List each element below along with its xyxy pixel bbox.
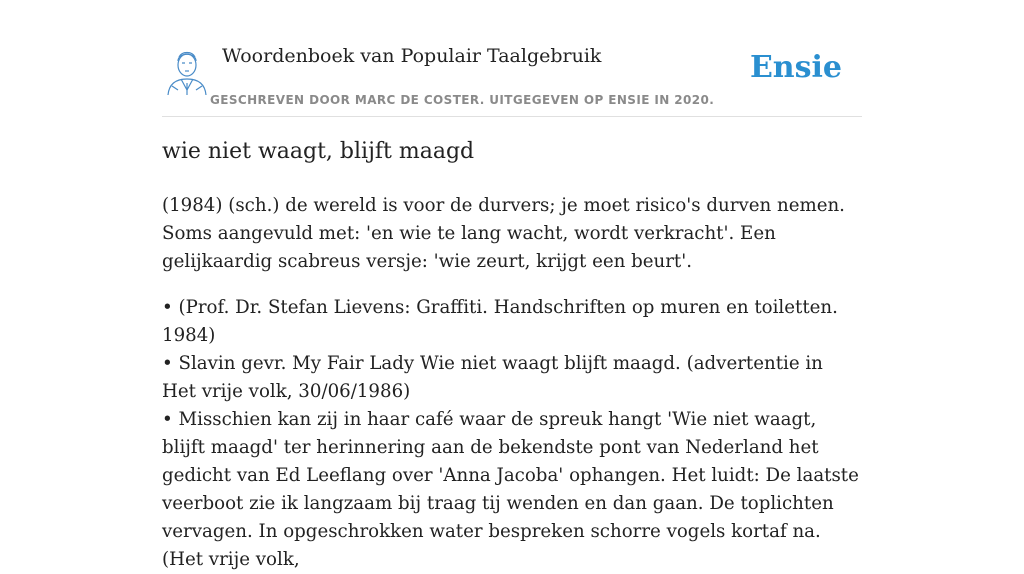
entry-definition: (1984) (sch.) de wereld is voor de durvers; je moet risico's durven nemen. Soms aangevuld met: 'en wie te lang wacht, wordt verkracht'. Een gelijkaardig scabreus versje: 'wie zeurt, krijgt een beurt'. (162, 195, 845, 272)
page (162, 0, 862, 570)
entry-body (162, 192, 862, 574)
citation-item: • Slavin gevr. My Fair Lady Wie niet waagt blijft maagd. (advertentie in Het vrije volk, 30/06/1986) (162, 353, 823, 402)
book-title: Woordenboek van Populair Taalgebruik (222, 45, 602, 67)
citation-item: • Misschien kan zij in haar café waar de spreuk hangt 'Wie niet waagt, blijft maagd' ter herinnering aan de bekendste pont van Nederland het gedicht van Ed Leeflang over 'Anna Jacoba' ophangen. Het luidt: De laatste veerboot zie ik langzaam bij traag tij wenden en dan gaan. De toplichten vervagen. In opgeschrokken water bespreken schorre vogels kortaf na. (Het vrije volk, (162, 409, 859, 570)
citation-item: • (Prof. Dr. Stefan Lievens: Graffiti. Handschriften op muren en toiletten. 1984) (162, 297, 838, 346)
header (162, 0, 862, 117)
entry-title: wie niet waagt, blijft maagd (162, 139, 475, 164)
author-portrait-icon (164, 46, 210, 96)
author-byline: GESCHREVEN DOOR MARC DE COSTER. UITGEGEVEN OP ENSIE IN 2020. (210, 93, 715, 107)
ensie-logo-link[interactable]: Ensie (749, 50, 842, 85)
